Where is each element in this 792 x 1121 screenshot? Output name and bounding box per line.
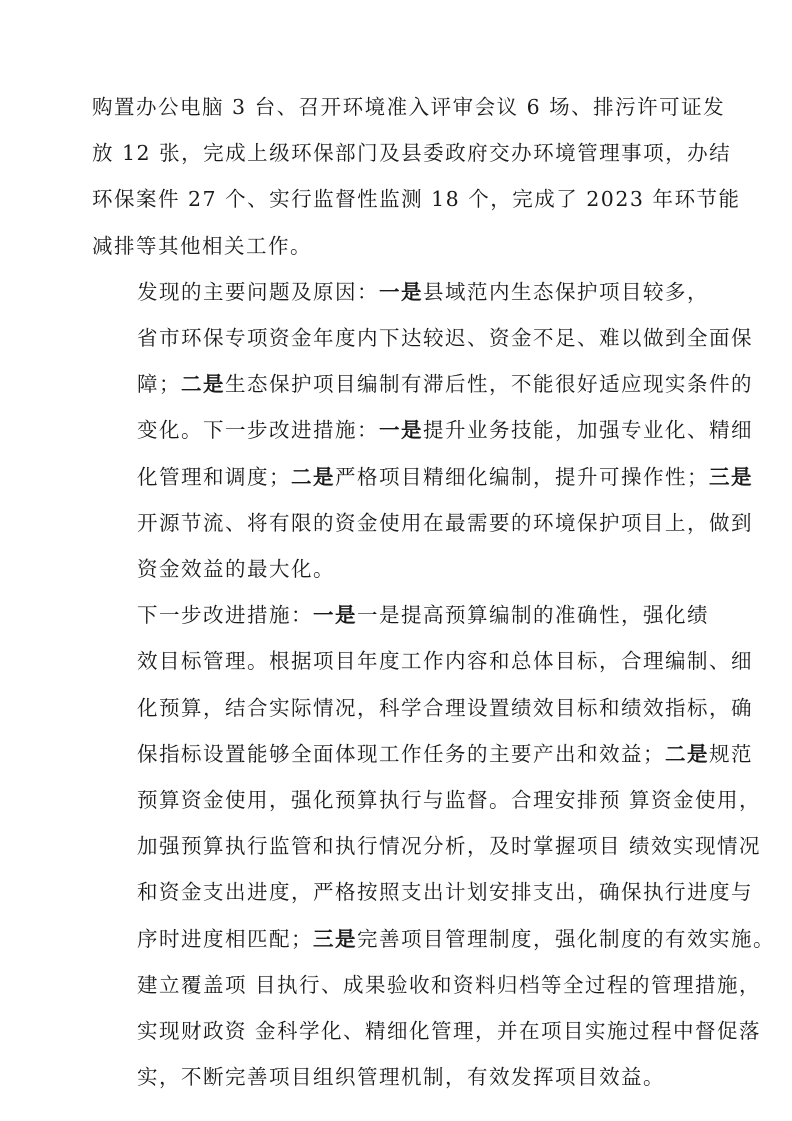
text-line bbox=[92, 823, 762, 869]
text-line bbox=[92, 361, 753, 407]
text-line bbox=[92, 407, 753, 453]
text-line bbox=[92, 1008, 762, 1054]
emphasis-marker: 一是 bbox=[379, 279, 423, 304]
emphasis-marker: 一是 bbox=[379, 418, 423, 443]
text-line bbox=[92, 777, 762, 823]
text-segment: 建立覆盖项 目执行、成果验收和资料归档等全过程的管理措施， bbox=[137, 972, 762, 997]
text-segment: 实，不断完善项目组织管理机制，有效发挥项目效益。 bbox=[137, 1065, 665, 1090]
paragraph-1 bbox=[92, 84, 741, 269]
text-segment: 严格项目精细化编制，提升可操作性； bbox=[335, 464, 709, 489]
emphasis-marker: 三是 bbox=[709, 464, 753, 489]
text-line bbox=[92, 592, 709, 638]
text-segment: 化预算，结合实际情况，科学合理设置绩效目标和绩效指标，确 bbox=[137, 695, 753, 720]
text-line bbox=[92, 962, 762, 1008]
text-segment: 和资金支出进度，严格按照支出计划安排支出，确保执行进度与 bbox=[137, 880, 753, 905]
text-line bbox=[92, 731, 753, 777]
text-segment: 预算资金使用，强化预算执行与监督。合理安排预 算资金使用， bbox=[137, 788, 762, 813]
text-line bbox=[92, 269, 709, 315]
emphasis-marker: 三是 bbox=[313, 926, 357, 951]
emphasis-marker: 一是 bbox=[313, 603, 357, 628]
text-segment: 一是提高预算编制的准确性，强化绩 bbox=[357, 603, 709, 628]
text-segment: 省市环保专项资金年度内下达较迟、资金不足、难以做到全面保 bbox=[137, 326, 753, 351]
text-line bbox=[92, 685, 753, 731]
emphasis-marker: 二是 bbox=[291, 464, 335, 489]
text-segment: 保指标设置能够全面体现工作任务的主要产出和效益； bbox=[137, 741, 665, 766]
text-segment: 开源节流、将有限的资金使用在最需要的环境保护项目上，做到 bbox=[137, 510, 753, 535]
text-segment: 资金效益的最大化。 bbox=[137, 557, 335, 582]
text-segment: 发现的主要问题及原因： bbox=[137, 279, 379, 304]
text-line bbox=[92, 869, 753, 915]
text-line: 环保案件 27 个、实行监督性监测 18 个，完成了 2023 年环节能 bbox=[92, 187, 741, 212]
text-line bbox=[92, 315, 753, 361]
text-line: 减排等其他相关工作。 bbox=[92, 233, 312, 258]
paragraph-2 bbox=[92, 269, 753, 592]
text-segment: 实现财政资 金科学化、精细化管理，并在项目实施过程中督促落 bbox=[137, 1019, 762, 1044]
text-segment: 生态保护项目编制有滞后性，不能很好适应现实条件的 bbox=[225, 372, 753, 397]
text-segment: 完善项目管理制度，强化制度的有效实施。 bbox=[357, 926, 775, 951]
text-segment: 效目标管理。根据项目年度工作内容和总体目标，合理编制、细 bbox=[137, 649, 753, 674]
text-segment: 障； bbox=[137, 372, 181, 397]
text-segment: 序时进度相匹配； bbox=[137, 926, 313, 951]
emphasis-marker: 二是 bbox=[665, 741, 709, 766]
emphasis-marker: 二是 bbox=[181, 372, 225, 397]
text-line bbox=[92, 454, 753, 500]
document-body bbox=[92, 84, 775, 1100]
text-segment: 下一步改进措施： bbox=[137, 603, 313, 628]
text-line bbox=[92, 916, 775, 962]
text-line: 购置办公电脑 3 台、召开环境准入评审会议 6 场、排污许可证发 bbox=[92, 95, 726, 119]
text-line: 放 12 张，完成上级环保部门及县委政府交办环境管理事项，办结 bbox=[92, 141, 732, 166]
text-line bbox=[92, 546, 692, 592]
text-line bbox=[92, 500, 753, 546]
text-line bbox=[92, 1054, 692, 1100]
text-segment: 加强预算执行监管和执行情况分析，及时掌握项目 绩效实现情况 bbox=[137, 834, 762, 859]
text-line bbox=[92, 638, 753, 684]
text-segment: 变化。下一步改进措施： bbox=[137, 418, 379, 443]
paragraph-3 bbox=[92, 592, 775, 1100]
text-segment: 规范 bbox=[709, 741, 753, 766]
text-segment: 化管理和调度； bbox=[137, 464, 291, 489]
text-segment: 提升业务技能，加强专业化、精细 bbox=[423, 418, 753, 443]
text-segment: 县域范内生态保护项目较多， bbox=[423, 279, 709, 304]
